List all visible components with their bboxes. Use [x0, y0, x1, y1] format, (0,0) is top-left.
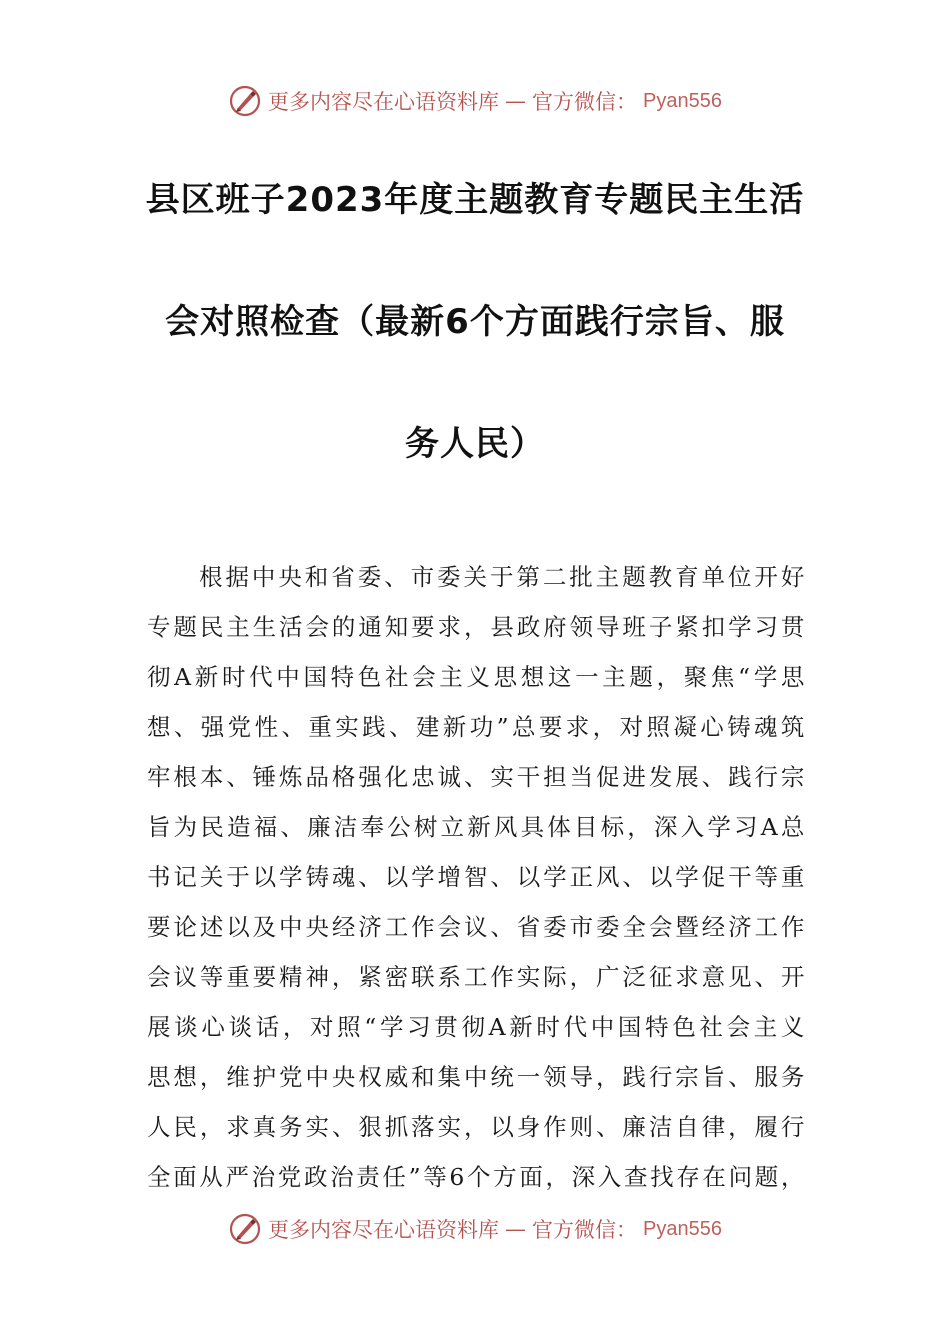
watermark-wechat-id: Pyan556 [643, 1217, 722, 1240]
watermark-dash: — [505, 1217, 527, 1241]
body-line: 想、强党性、重实践、建新功”总要求，对照凝心铸魂筑 [147, 713, 807, 741]
body-line: 专题民主生活会的通知要求，县政府领导班子紧扣学习贯 [147, 613, 807, 641]
watermark-top [0, 84, 950, 118]
watermark-wechat-id: Pyan556 [643, 89, 722, 112]
body-line: 要论述以及中央经济工作会议、省委市委全会暨经济工作 [147, 913, 807, 941]
body-line: 展谈心谈话，对照“学习贯彻A新时代中国特色社会主义 [147, 1013, 807, 1041]
body-line: 会议等重要精神，紧密联系工作实际，广泛征求意见、开 [147, 963, 807, 991]
pen-logo-icon [228, 1212, 262, 1246]
body-line: 思想，维护党中央权威和集中统一领导，践行宗旨、服务 [147, 1063, 807, 1091]
watermark-text: 更多内容尽在心语资料库 [268, 90, 500, 114]
watermark-bottom [0, 1212, 950, 1246]
pen-logo-icon [228, 84, 262, 118]
watermark-dash: — [505, 89, 527, 113]
watermark-label: 官方微信： [532, 90, 638, 114]
watermark-text: 更多内容尽在心语资料库 [268, 1218, 500, 1242]
body-line: 牢根本、锤炼品格强化忠诚、实干担当促进发展、践行宗 [147, 763, 807, 791]
document-title-line-1: 县区班子2023年度主题教育专题民主生活 [145, 180, 805, 220]
watermark-label: 官方微信： [532, 1218, 638, 1242]
body-line: 人民，求真务实、狠抓落实，以身作则、廉洁自律，履行 [147, 1113, 807, 1141]
body-line: 全面从严治党政治责任”等6个方面，深入查找存在问题， [147, 1163, 807, 1191]
body-paragraph [147, 552, 807, 1202]
body-line: 根据中央和省委、市委关于第二批主题教育单位开好 [199, 563, 807, 591]
body-line: 彻A新时代中国特色社会主义思想这一主题，聚焦“学思 [147, 663, 807, 691]
document-title-line-2: 会对照检查（最新6个方面践行宗旨、服 [165, 302, 785, 342]
body-line: 书记关于以学铸魂、以学增智、以学正风、以学促干等重 [147, 863, 807, 891]
document-title-line-3: 务人民） [405, 424, 545, 464]
body-line: 旨为民造福、廉洁奉公树立新风具体目标，深入学习A总 [147, 813, 807, 841]
